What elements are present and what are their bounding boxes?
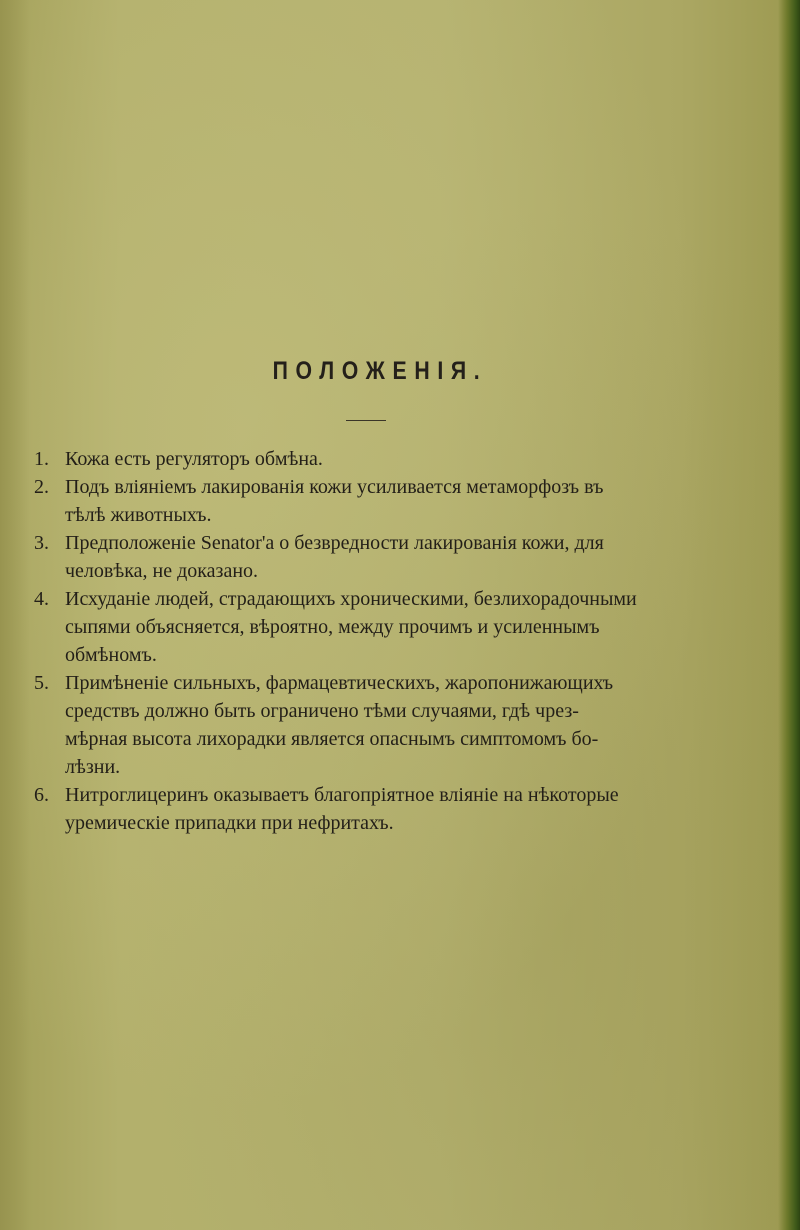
theses-list — [34, 445, 724, 837]
item-text-line: лѣзни. — [65, 756, 121, 778]
list-item — [34, 529, 724, 585]
item-text-line: обмѣномъ. — [65, 644, 157, 666]
item-text-line: человѣка, не доказано. — [65, 560, 259, 582]
item-text-line: мѣрная высота лихорадки является опаснымъ симптомомъ бо- — [65, 728, 599, 750]
item-number: 4. — [34, 588, 49, 610]
heading-divider — [346, 420, 386, 421]
item-number: 5. — [34, 672, 49, 694]
page-left-edge-shading — [0, 0, 30, 1230]
item-number: 3. — [34, 532, 49, 554]
list-item — [34, 669, 724, 781]
item-text-line: сыпями объясняется, вѣроятно, между прочимъ и усиленнымъ — [65, 616, 600, 638]
page-heading: ПОЛОЖЕНІЯ. — [272, 357, 488, 385]
item-text-line: Нитроглицеринъ оказываетъ благопріятное вліяніе на нѣкоторые — [65, 784, 619, 806]
item-text-line: уремическіе припадки при нефритахъ. — [65, 812, 394, 834]
item-text-line: тѣлѣ животныхъ. — [65, 504, 212, 526]
list-item — [34, 445, 724, 473]
item-number: 1. — [34, 448, 49, 470]
item-text-line: Примѣненіе сильныхъ, фармацевтическихъ, жаропонижающихъ — [65, 672, 614, 694]
item-text-line: Подъ вліяніемъ лакированія кожи усиливается метаморфозъ въ — [65, 476, 604, 498]
item-number: 6. — [34, 784, 49, 806]
item-text-line: Предположеніе Senator'а о безвредности лакированія кожи, для — [65, 532, 604, 554]
list-item — [34, 473, 724, 529]
book-binding-edge — [778, 0, 800, 1230]
item-number: 2. — [34, 476, 49, 498]
list-item — [34, 781, 724, 837]
item-text-line: Исхуданіе людей, страдающихъ хроническими, безлихорадочными — [65, 588, 637, 610]
item-text-line: Кожа есть регуляторъ обмѣна. — [65, 448, 323, 470]
item-text-line: средствъ должно быть ограничено тѣми случаями, гдѣ чрез- — [65, 700, 579, 722]
list-item — [34, 585, 724, 669]
